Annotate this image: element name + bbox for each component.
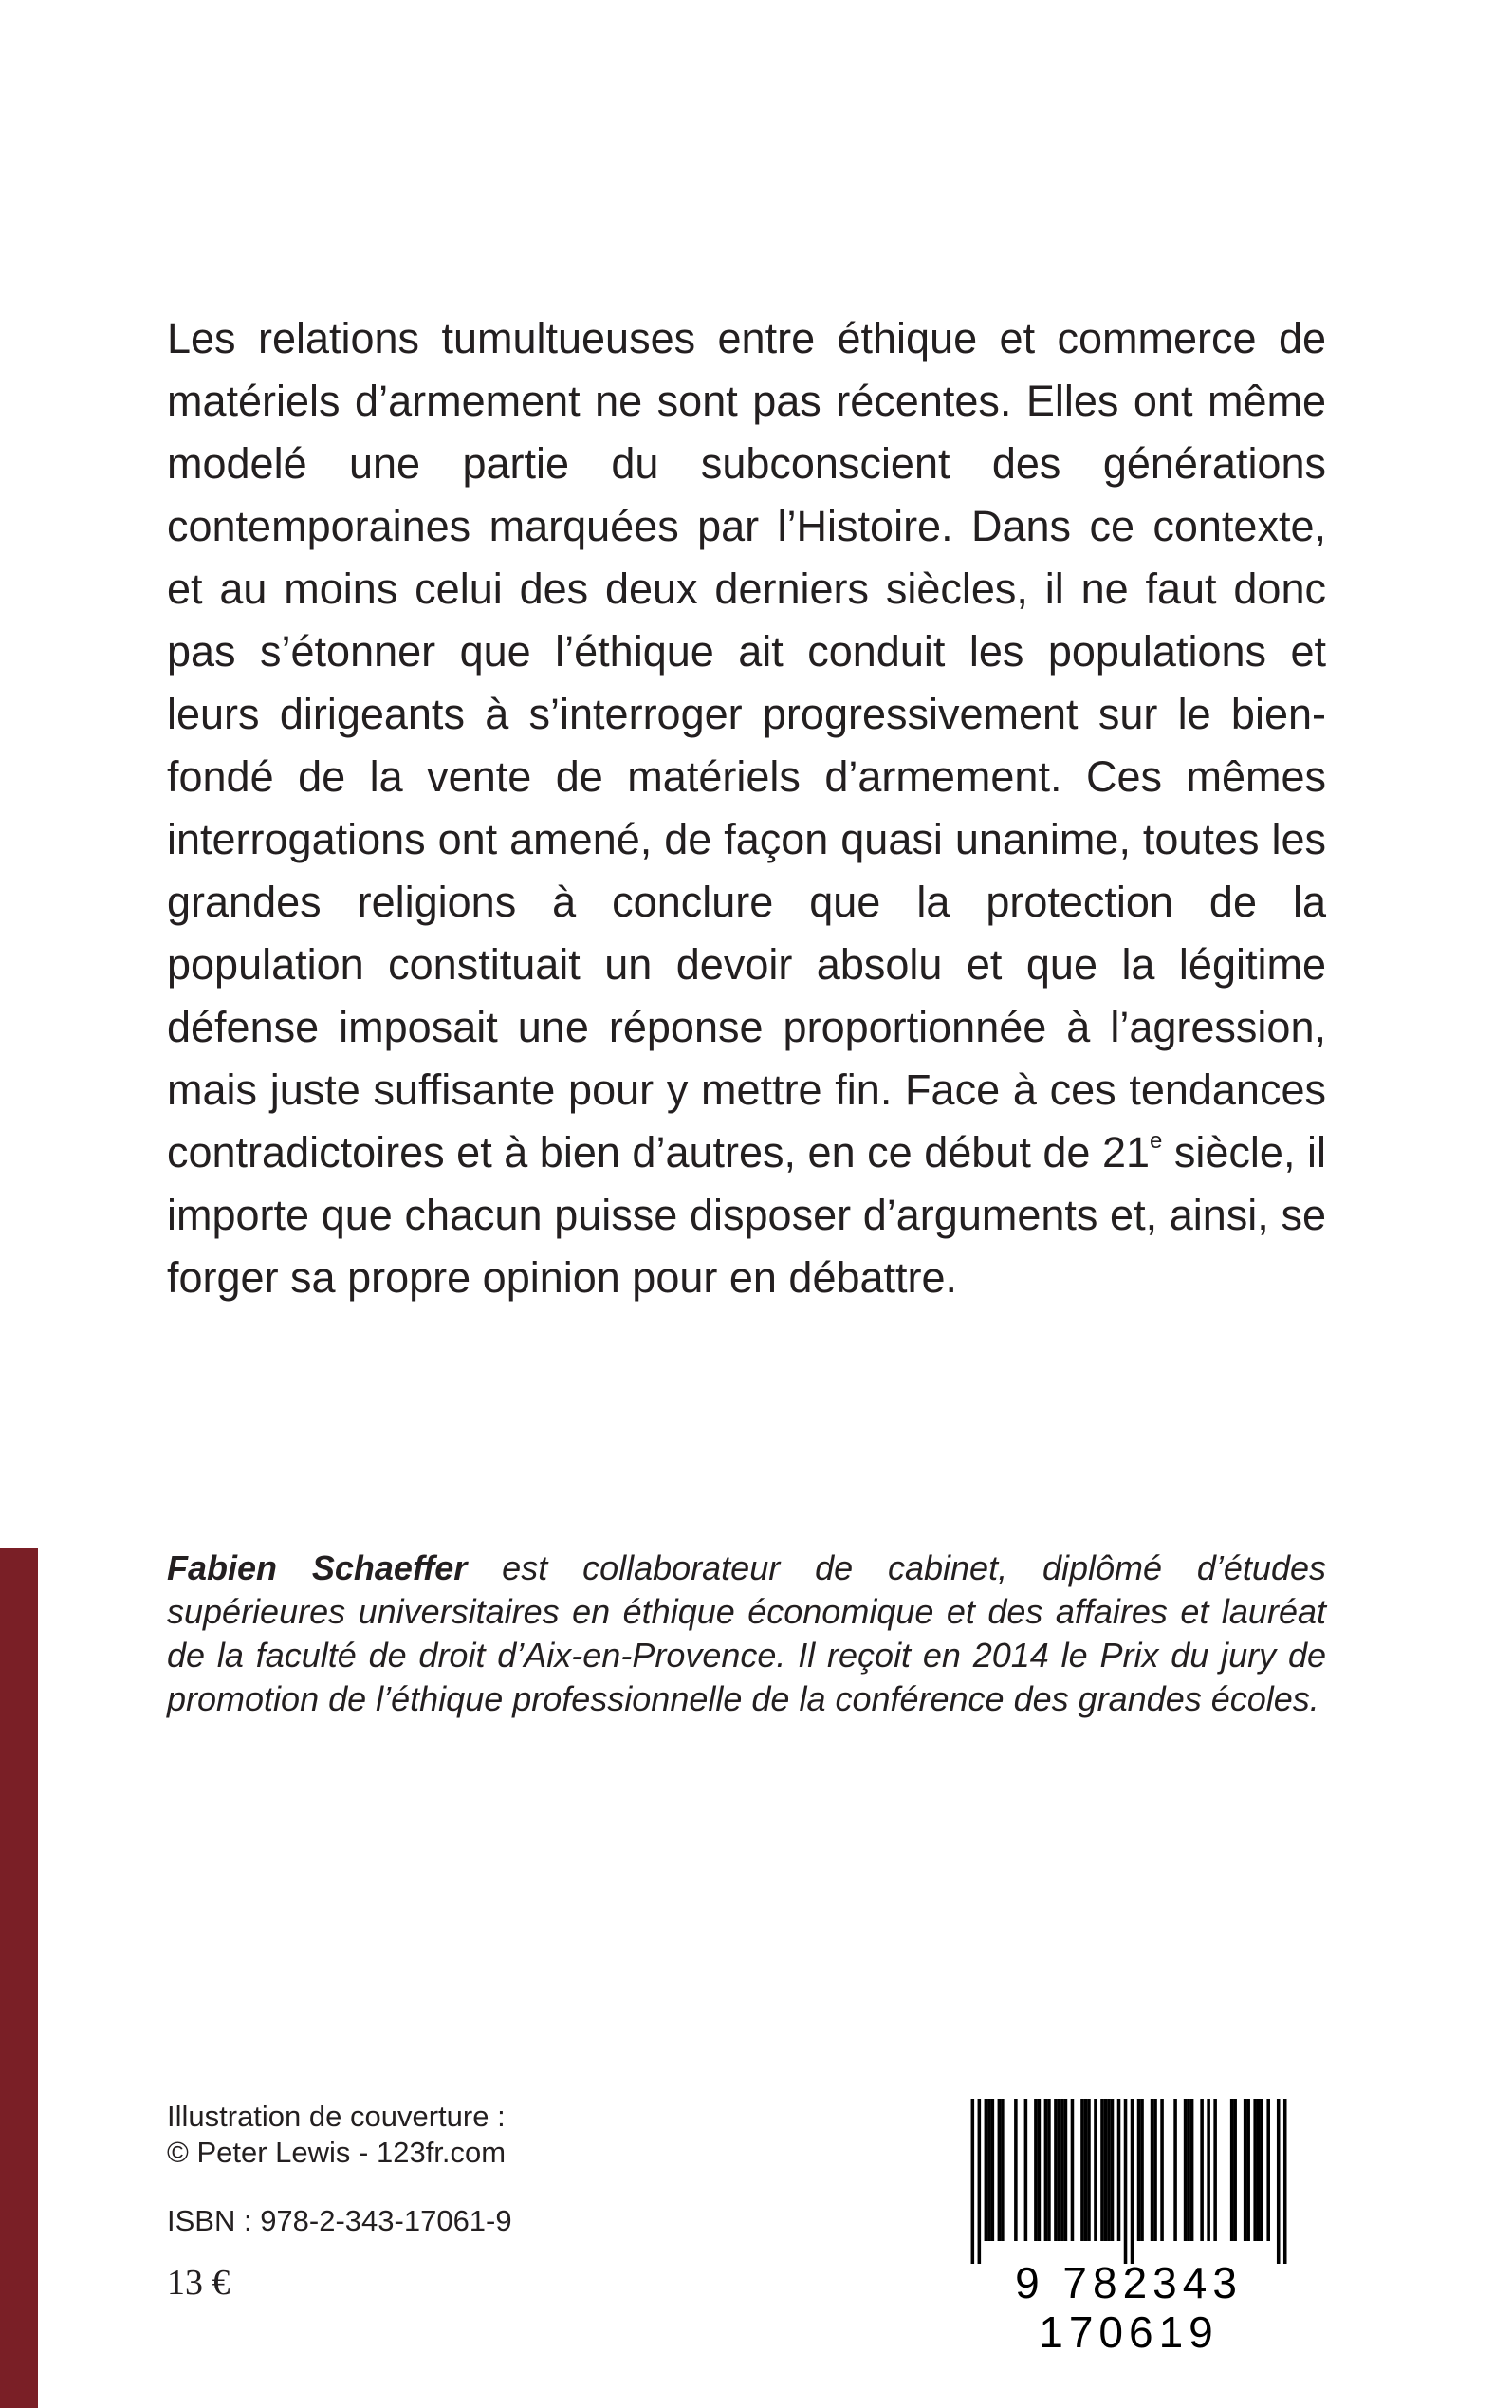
- barcode-bar: [1054, 2099, 1058, 2241]
- barcode-bar: [1064, 2099, 1068, 2241]
- barcode-bar: [1244, 2099, 1247, 2241]
- barcode-bar: [1277, 2099, 1281, 2264]
- barcode-bar: [1014, 2099, 1018, 2241]
- barcode-bar: [971, 2099, 975, 2264]
- back-cover-summary: [167, 307, 1326, 1309]
- barcode-bar: [1266, 2099, 1270, 2241]
- credits-line-2: © Peter Lewis - 123fr.com: [167, 2136, 507, 2169]
- barcode-bar: [1080, 2099, 1084, 2241]
- barcode-bar: [1190, 2099, 1194, 2241]
- barcode-bar: [1044, 2099, 1048, 2241]
- barcode-bar: [1160, 2099, 1164, 2241]
- barcode-bar: [1084, 2099, 1088, 2241]
- barcode-bar: [985, 2099, 988, 2241]
- barcode-bar: [1173, 2099, 1177, 2241]
- barcode-bar: [1131, 2099, 1134, 2264]
- barcode-bar: [1107, 2099, 1111, 2241]
- barcode-bar: [1200, 2099, 1204, 2241]
- author-name: Fabien Schaeffer: [167, 1548, 468, 1587]
- barcode-bar: [1137, 2099, 1141, 2241]
- barcode-bar: [1087, 2099, 1091, 2241]
- credits-line-1: Illustration de couverture :: [167, 2100, 506, 2133]
- barcode-bar: [1207, 2099, 1210, 2241]
- barcode-digits: 9 782343 170619: [1015, 2258, 1243, 2357]
- barcode-bar: [1246, 2099, 1250, 2241]
- barcode-bar: [1153, 2099, 1157, 2241]
- barcode-bar: [1213, 2099, 1217, 2241]
- barcode-bar: [1283, 2099, 1287, 2264]
- barcode-bar: [1253, 2099, 1257, 2241]
- accent-side-bar: [0, 1548, 38, 2408]
- barcode-bar: [1184, 2099, 1188, 2241]
- barcode-bar: [998, 2099, 1002, 2241]
- barcode-bar: [1024, 2099, 1028, 2241]
- illustration-credits: [167, 2099, 506, 2171]
- barcode-bar: [1187, 2099, 1190, 2241]
- barcode-bar: [1260, 2099, 1263, 2241]
- barcode: [934, 2099, 1323, 2357]
- barcode-bar: [1140, 2099, 1144, 2241]
- barcode-bar: [1058, 2099, 1061, 2241]
- barcode-bars: [934, 2099, 1323, 2264]
- barcode-bar: [1038, 2099, 1042, 2241]
- barcode-bar: [1001, 2099, 1005, 2241]
- isbn: ISBN : 978-2-343-17061-9: [167, 2204, 512, 2237]
- barcode-bar: [1060, 2099, 1064, 2241]
- barcode-bar: [1111, 2099, 1115, 2241]
- barcode-bar: [1124, 2099, 1128, 2264]
- author-bio-text: est collaborateur de cabinet, diplômé d’études supérieures universitaires en éthique économique et des affaires et lauréat de la faculté de droit d’Aix-en-Provence. Il reçoit en 2014 le Prix du jury de promotion de l’éthique professionnelle de la conférence des grandes écoles.: [167, 1548, 1326, 1718]
- summary-superscript: e: [1150, 1128, 1163, 1154]
- barcode-bar: [1071, 2099, 1075, 2241]
- barcode-bar: [1100, 2099, 1104, 2241]
- barcode-bar: [978, 2099, 982, 2264]
- barcode-bar: [1117, 2099, 1121, 2241]
- barcode-bar: [1034, 2099, 1038, 2241]
- barcode-bar: [1257, 2099, 1261, 2241]
- author-bio: [167, 1547, 1326, 1721]
- summary-text: Les relations tumultueuses entre éthique et commerce de matériels d’armement ne sont pas récentes. Elles ont même modelé une partie du subconscient des générations contemporaines marquées par l’Histoire. Dans ce contexte, et au moins celui des deux derniers siècles, il ne faut donc pas s’étonner que l’éthique ait conduit les populations et leurs dirigeants à s’interroger progressivement sur le bien-fondé de la vente de matériels d’armement. Ces mêmes interrogations ont amené, de façon quasi unanime, toutes les grandes religions à conclure que la protection de la population constituait un devoir absolu et que la légitime défense imposait une réponse proportionnée à l’agression, mais juste suffisante pour y mettre fin. Face à ces tendances contradictoires et à bien d’autres, en ce début de 21: [167, 314, 1326, 1176]
- barcode-bar: [1151, 2099, 1154, 2241]
- barcode-bar: [1104, 2099, 1108, 2241]
- barcode-bar: [1094, 2099, 1097, 2241]
- barcode-bar: [1047, 2099, 1051, 2241]
- barcode-bar: [991, 2099, 995, 2241]
- barcode-bar: [987, 2099, 991, 2241]
- price: 13 €: [167, 2263, 230, 2303]
- summary-text-end: siècle, il importe que chacun puisse disposer d’arguments et, ainsi, se forger sa propre opinion pour en débattre.: [167, 1128, 1326, 1302]
- barcode-bar: [1233, 2099, 1237, 2241]
- barcode-bar: [1230, 2099, 1234, 2241]
